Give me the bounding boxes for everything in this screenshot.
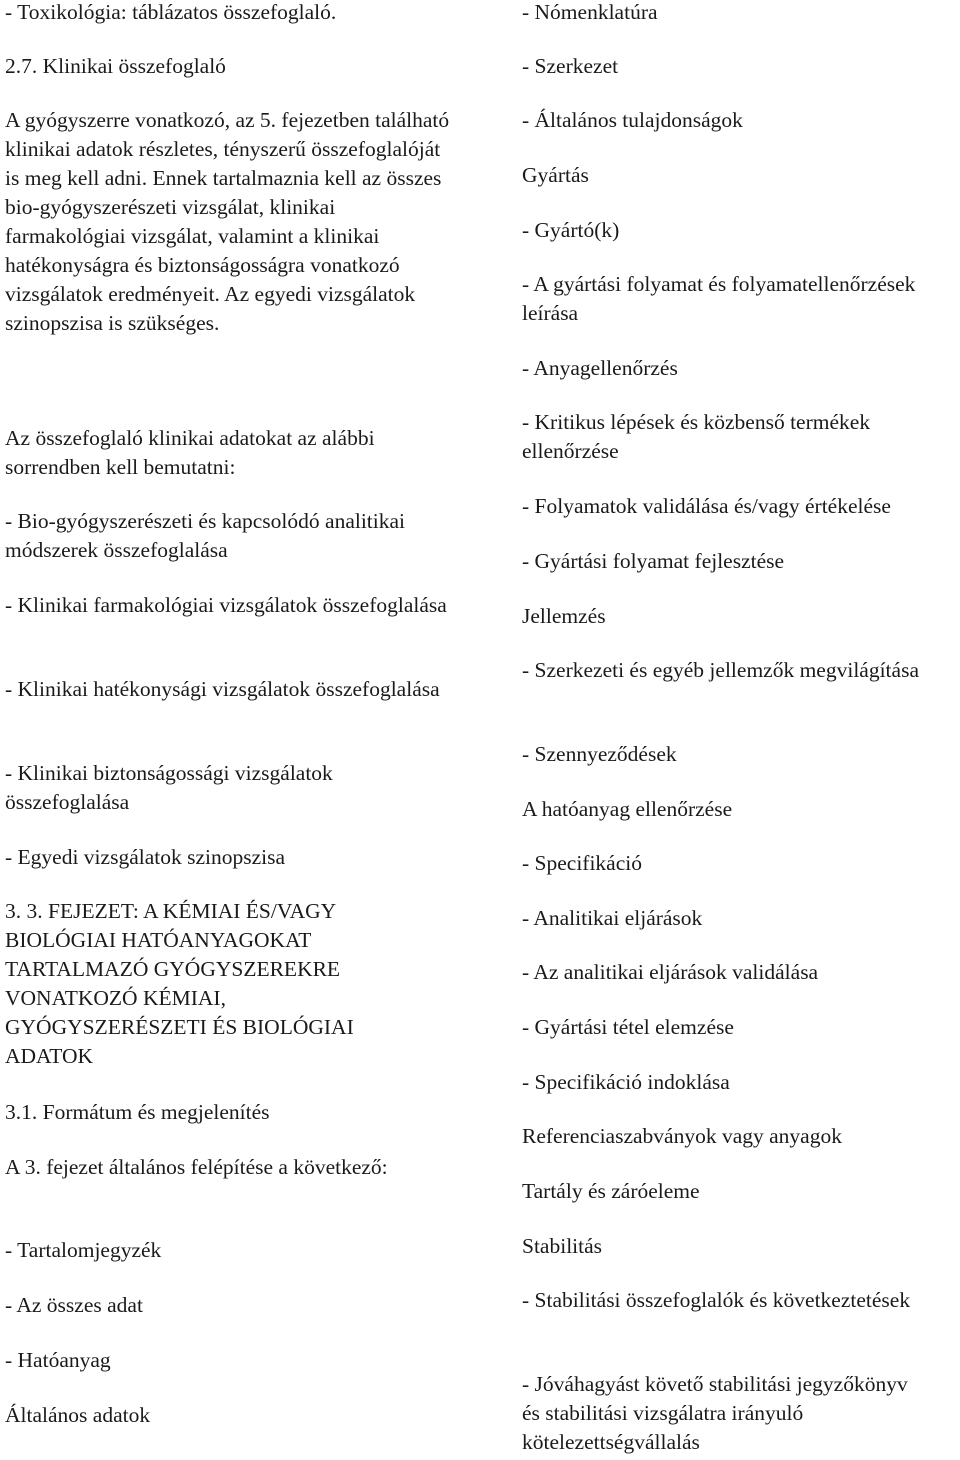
list-item: - Az összes adat: [5, 1293, 143, 1317]
list-item: - Klinikai farmakológiai vizsgálatok összefoglalása: [5, 593, 447, 617]
list-item: - Gyártási folyamat fejlesztése: [522, 549, 785, 573]
paragraph-structure-intro: A 3. fejezet általános felépítése a következő:: [5, 1155, 388, 1179]
list-item: - Klinikai hatékonysági vizsgálatok összefoglalása: [5, 677, 440, 701]
list-item: - Stabilitási összefoglalók és következtetések: [522, 1288, 911, 1312]
list-item: - Az analitikai eljárások validálása: [522, 960, 819, 984]
paragraph-order-intro: Az összefoglaló klinikai adatokat az alábbi sorrendben kell bemutatni:: [5, 426, 375, 479]
list-item: - A gyártási folyamat és folyamatellenőrzések leírása: [522, 272, 916, 325]
list-item: - Hatóanyag: [5, 1348, 111, 1372]
list-item: - Szerkezeti és egyéb jellemzők megvilágítása: [522, 658, 919, 682]
subheading: Tartály és záróeleme: [522, 1179, 700, 1203]
list-item: - Kritikus lépések és közbenső termékek ellenőrzése: [522, 410, 871, 463]
list-item: - Nómenklatúra: [522, 0, 658, 24]
paragraph-toxicology: - Toxikológia: táblázatos összefoglaló.: [5, 0, 337, 24]
list-item: - Klinikai biztonságossági vizsgálatok összefoglalása: [5, 761, 333, 814]
list-item: - Szerkezet: [522, 54, 619, 78]
list-item: - Analitikai eljárások: [522, 906, 703, 930]
list-item: - Egyedi vizsgálatok szinopszisa: [5, 845, 286, 869]
list-item: - Gyártási tétel elemzése: [522, 1015, 734, 1039]
subheading: Stabilitás: [522, 1234, 603, 1258]
list-item: - Szennyeződések: [522, 742, 677, 766]
subheading: Referenciaszabványok vagy anyagok: [522, 1124, 842, 1148]
heading-format: 3.1. Formátum és megjelenítés: [5, 1100, 270, 1124]
paragraph-clinical-description: A gyógyszerre vonatkozó, az 5. fejezetben található klinikai adatok részletes, tényszerű összefoglalóját is meg kell adni. Ennek tartalmaznia kell az összes bio-gyógyszerészeti vizsgálat, klinikai farmakológiai vizsgálat, valamint a klinikai hatékonyságra és biztonságosságra vonatkozó vizsgálatok eredményeit. Az egyedi vizsgálatok szinopszisa is szükséges.: [5, 108, 450, 335]
list-item: - Specifikáció indoklása: [522, 1070, 730, 1094]
heading-clinical-summary: 2.7. Klinikai összefoglaló: [5, 54, 226, 78]
subheading: Jellemzés: [522, 604, 606, 628]
list-item: - Anyagellenőrzés: [522, 356, 678, 380]
subheading: A hatóanyag ellenőrzése: [522, 797, 733, 821]
list-item: - Specifikáció: [522, 851, 642, 875]
list-item: - Gyártó(k): [522, 218, 620, 242]
subheading: Gyártás: [522, 163, 589, 187]
list-item: - Tartalomjegyzék: [5, 1238, 162, 1262]
subheading: Általános adatok: [5, 1403, 151, 1427]
heading-chapter-3: 3. 3. FEJEZET: A KÉMIAI ÉS/VAGY BIOLÓGIAI HATÓANYAGOKAT TARTALMAZÓ GYÓGYSZEREKRE VONATKOZÓ KÉMIAI, GYÓGYSZERÉSZETI ÉS BIOLÓGIAI ADATOK: [5, 899, 354, 1068]
list-item: - Jóváhagyást követő stabilitási jegyzőkönyv és stabilitási vizsgálatra irányuló kötelezettségvállalás: [522, 1372, 908, 1454]
list-item: - Bio-gyógyszerészeti és kapcsolódó analitikai módszerek összefoglalása: [5, 509, 406, 562]
list-item: - Általános tulajdonságok: [522, 108, 743, 132]
list-item: - Folyamatok validálása és/vagy értékelése: [522, 494, 891, 518]
